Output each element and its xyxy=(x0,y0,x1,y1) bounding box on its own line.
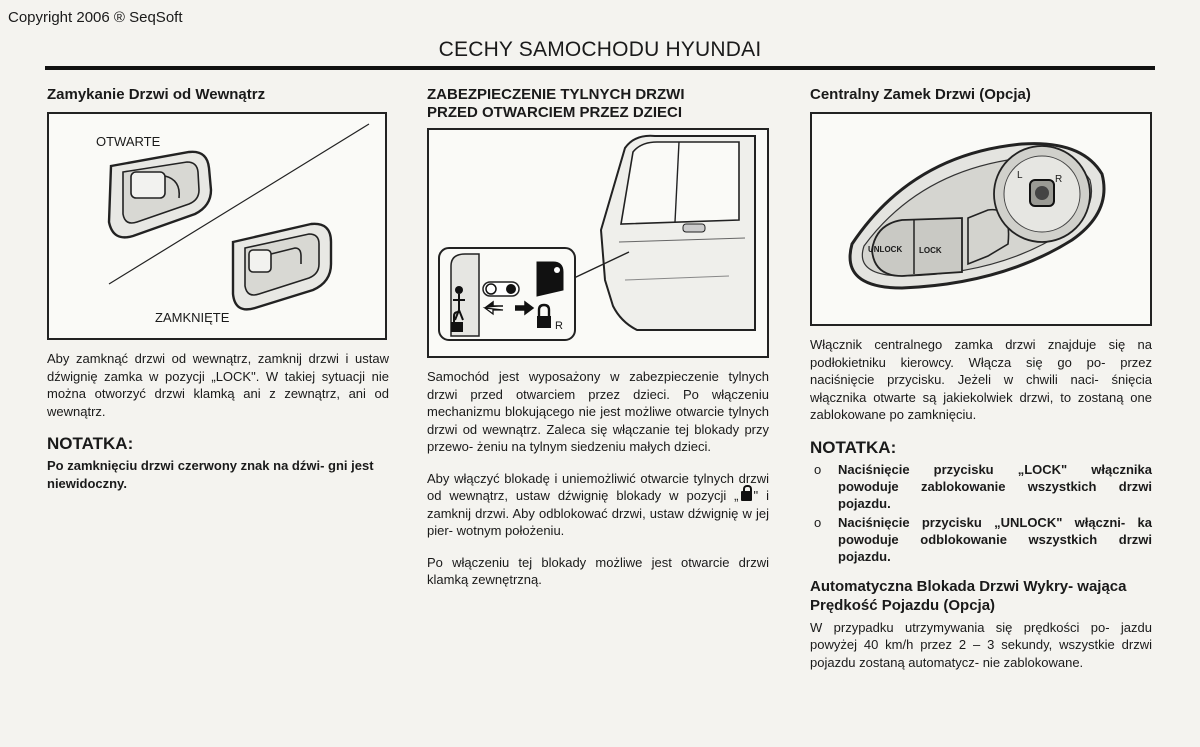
column-interior-locking xyxy=(47,86,389,492)
label-unlock: UNLOCK xyxy=(868,245,903,254)
section-body: Aby zamknąć drzwi od wewnątrz, zamknij drzwi i ustaw dźwignię zamka w pozycji „LOCK". W takiej sytuacji nie można otworzyć drzwi klamką ani z zewnątrz, ani od wewnątrz. xyxy=(47,351,389,419)
section-heading: Centralny Zamek Drzwi (Opcja) xyxy=(810,86,1031,103)
mirror-dial xyxy=(994,146,1090,242)
column-child-lock xyxy=(427,86,769,589)
header-rule xyxy=(45,66,1155,70)
note-title: NOTATKA: xyxy=(47,434,134,453)
handle-closed-drawing xyxy=(233,224,331,310)
label-lock: LOCK xyxy=(919,246,942,255)
note-list xyxy=(810,461,1152,565)
label-dial-l: L xyxy=(1017,170,1023,181)
note-title: NOTATKA: xyxy=(810,437,897,457)
lock-icon xyxy=(741,491,752,501)
note-item: o Naciśnięcie przycisku „LOCK" włącznika powoduje zablokowanie wszystkich drzwi pojazdu. xyxy=(810,461,1152,512)
label-r: R xyxy=(555,320,563,332)
handle-open-drawing xyxy=(109,152,211,238)
figure-door-handles xyxy=(47,112,387,340)
sub-heading: Automatyczna Blokada Drzwi Wykry- wająca Prędkość Pojazdu (Opcja) xyxy=(810,577,1127,614)
heading-line-2: PRZED OTWARCIEM PRZEZ DZIECI xyxy=(427,104,682,121)
column-central-lock xyxy=(810,86,1152,671)
label-dial-r: R xyxy=(1055,174,1063,185)
label-closed: ZAMKNIĘTE xyxy=(155,310,230,325)
child-lock-illustration xyxy=(429,130,767,356)
section-heading: Zamykanie Drzwi od Wewnątrz xyxy=(47,86,266,103)
paragraph-1: Samochód jest wyposażony w zabezpieczenie tylnych drzwi przed otwarciem przez dzieci. Po włączeniu mechanizmu blokującego nie jest możliwe otwarcie tylnych drzwi od wewnątrz. Zaleca się włączanie tej blokady przy przewo- żeniu na tylnym siedzeniu małych dzieci. xyxy=(427,369,769,454)
paragraph-2-part-b: " i zamknij drzwi. Aby odblokować drzwi, ustaw dźwignię w jej pier- wotnym położeniu. xyxy=(427,488,769,538)
heading-line-1: ZABEZPIECZENIE TYLNYCH DRZWI xyxy=(427,86,685,103)
central-lock-illustration xyxy=(812,114,1150,324)
paragraph-3: Po włączeniu tej blokady możliwe jest otwarcie drzwi klamką zewnętrzną. xyxy=(427,554,769,587)
figure-central-lock xyxy=(810,112,1152,326)
section-heading xyxy=(427,86,769,122)
copyright-text: Copyright 2006 ® SeqSoft xyxy=(8,9,183,26)
figure-child-lock xyxy=(427,128,769,358)
paragraph-2-part-a: Aby włączyć blokadę i uniemożliwić otwarcie tylnych drzwi od wewnątrz, ustaw dźwignię blokady w pozycji „ xyxy=(427,470,769,503)
door-drawing xyxy=(574,136,755,330)
note-item: o Naciśnięcie przycisku „UNLOCK" włączni- ka powoduje odblokowanie wszystkich drzwi pojazdu. xyxy=(810,514,1152,565)
note-text: Po zamknięciu drzwi czerwony znak na dźwi- gni jest niewidoczny. xyxy=(47,458,374,491)
page-title: CECHY SAMOCHODU HYUNDAI xyxy=(438,38,762,61)
section-body: Włącznik centralnego zamka drzwi znajduje się na podłokietniku kierowcy. Włącza się go po- przez naciśnięcie przycisku. Jeżeli w chwili naci- śnięcia włącznika otwarte są jakiekolwiek drzwi, to zostaną one zablokowane po zamknięciu. xyxy=(810,337,1152,422)
sub-body: W przypadku utrzymywania się prędkości po- jazdu powyżej 40 km/h przez 2 – 3 sekundy, wszystkie drzwi pojazdu zostaną automatycz- nie zablokowane. xyxy=(810,619,1152,670)
paragraph-2 xyxy=(427,470,769,540)
label-open: OTWARTE xyxy=(96,134,161,149)
